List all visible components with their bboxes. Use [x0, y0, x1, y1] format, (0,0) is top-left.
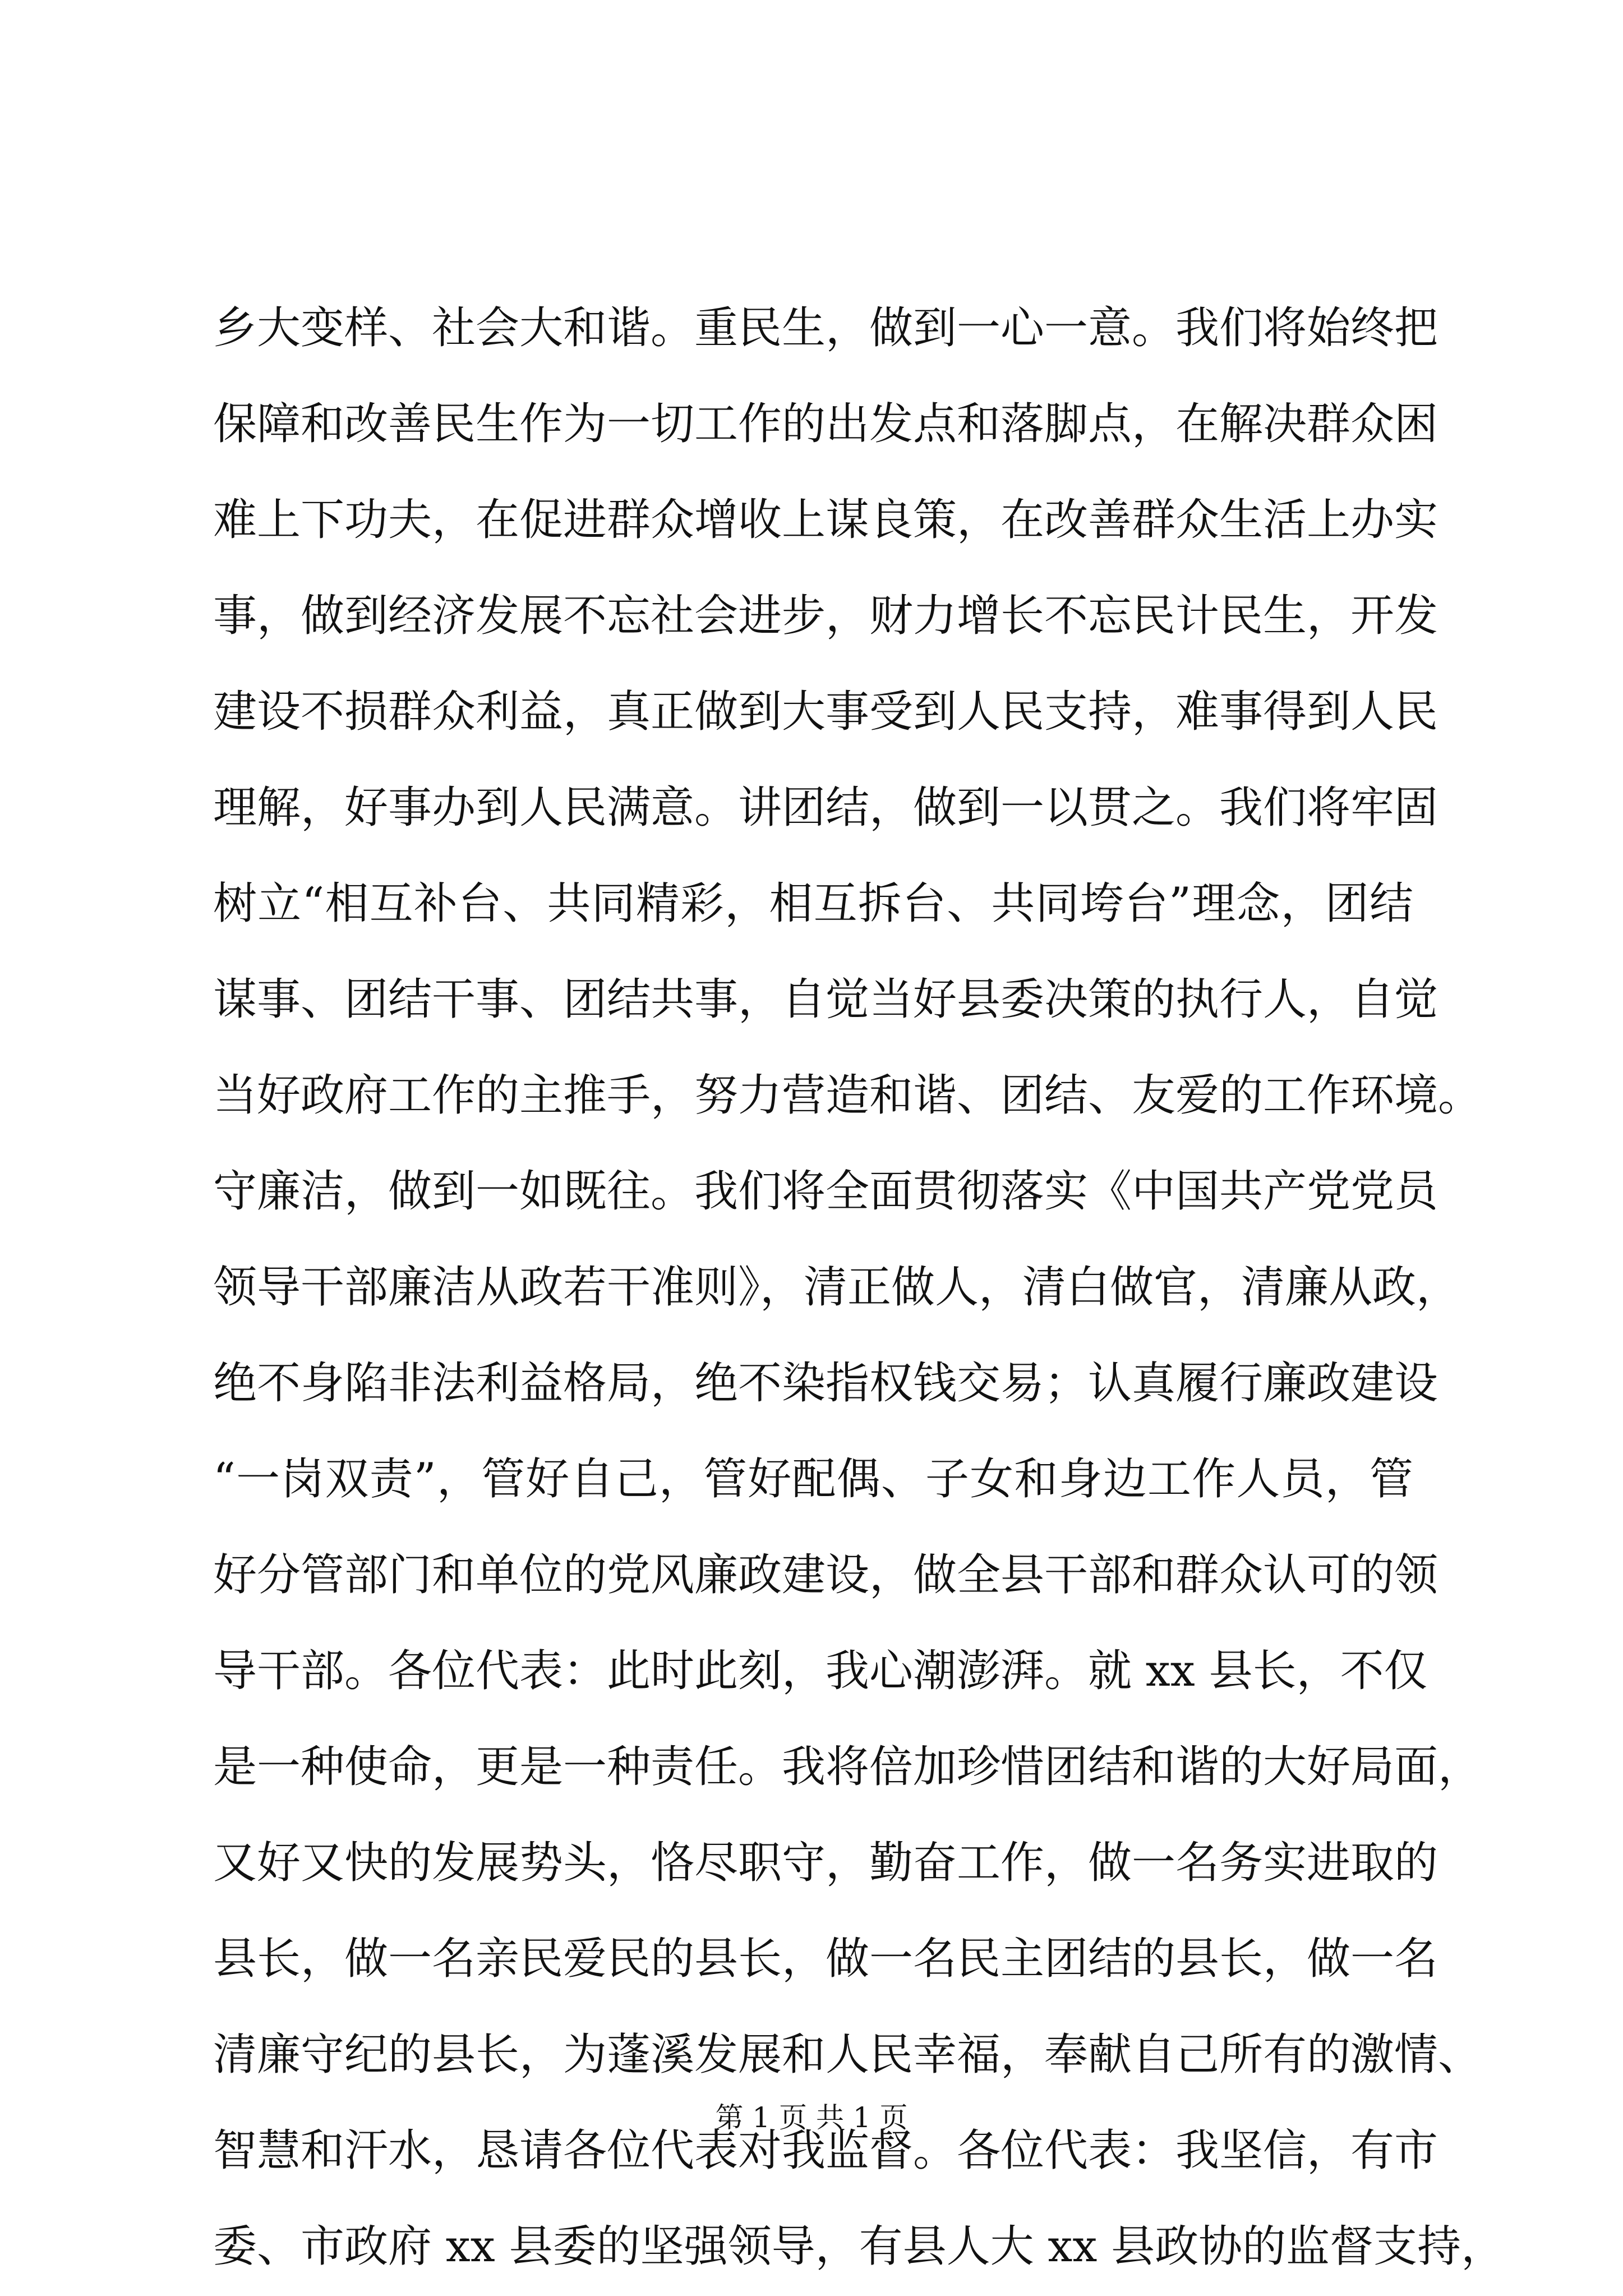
- text-line: 是一种使命，更是一种责任。我将倍加珍惜团结和谐的大好局面，: [213, 1742, 1482, 1792]
- text-line: 绝不身陷非法利益格局，绝不染指权钱交易；认真履行廉政建设: [213, 1358, 1438, 1409]
- text-line: 领导干部廉洁从政若干准则》，清正做人，清白做官，清廉从政，: [213, 1262, 1460, 1313]
- body-text: [213, 280, 1505, 2295]
- text-line: “一岗双责”，管好自己，管好配偶、子女和身边工作人员，管: [213, 1454, 1413, 1504]
- text-line: 建设不损群众利益，真正做到大事受到人民支持，难事得到人民: [213, 687, 1438, 737]
- text-line: 树立“相互补台、共同精彩，相互拆台、共同垮台”理念，团结: [213, 878, 1413, 929]
- text-line: 清廉守纪的县长，为蓬溪发展和人民幸福，奉献自己所有的激情、: [213, 2030, 1482, 2080]
- text-line: 保障和改善民生作为一切工作的出发点和落脚点，在解决群众困: [213, 399, 1438, 449]
- text-line: 县长，做一名亲民爱民的县长，做一名民主团结的县长，做一名: [213, 1934, 1438, 1984]
- page-footer: [0, 2101, 1623, 2134]
- text-line: 理解，好事办到人民满意。讲团结，做到一以贯之。我们将牢固: [213, 783, 1438, 833]
- text-line: 难上下功夫，在促进群众增收上谋良策，在改善群众生活上办实: [213, 495, 1438, 545]
- text-line: 又好又快的发展势头，恪尽职守，勤奋工作，做一名务实进取的: [213, 1838, 1438, 1888]
- text-line: 委、市政府 xx 县委的坚强领导，有县人大 xx 县政协的监督支持，: [213, 2221, 1505, 2272]
- text-line: 事，做到经济发展不忘社会进步，财力增长不忘民计民生，开发: [213, 591, 1438, 641]
- text-line: 守廉洁，做到一如既往。我们将全面贯彻落实《中国共产党党员: [213, 1166, 1438, 1217]
- page-number-label: 第 1 页 共 1 页: [715, 2101, 908, 2134]
- text-line: 谋事、团结干事、团结共事，自觉当好县委决策的执行人，自觉: [213, 974, 1438, 1025]
- text-line: 乡大变样、社会大和谐。重民生，做到一心一意。我们将始终把: [213, 303, 1438, 353]
- text-line: 当好政府工作的主推手，努力营造和谐、团结、友爱的工作环境。: [213, 1070, 1482, 1121]
- text-line: 智慧和汗水，恳请各位代表对我监督。各位代表：我坚信，有市: [213, 2125, 1438, 2176]
- text-line: 好分管部门和单位的党风廉政建设，做全县干部和群众认可的领: [213, 1550, 1438, 1600]
- text-line: 导干部。各位代表：此时此刻，我心潮澎湃。就 xx 县长，不仅: [213, 1646, 1428, 1696]
